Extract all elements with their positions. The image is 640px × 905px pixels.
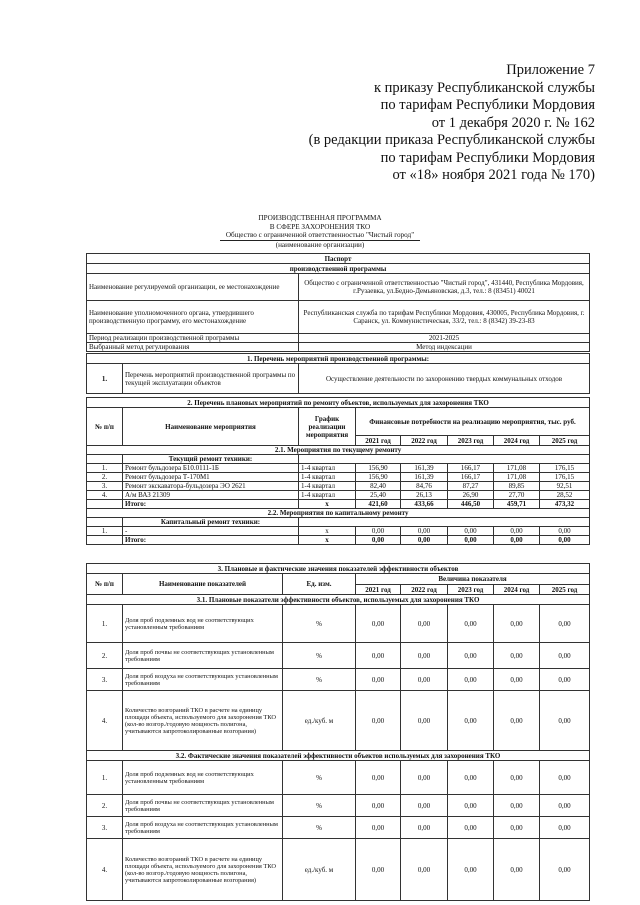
total-value: 0,00 — [494, 536, 540, 545]
activity-schedule: 1-4 квартал — [299, 482, 356, 491]
passport-value: Республиканская служба по тарифам Республики Мордовия, 430005, Республика Мордовия, г. Саранск, ул. Коммунистическая, 33/2, тел.: 8 (8342) 39-23-83 — [299, 301, 590, 334]
value-cell: 0,00 — [494, 795, 540, 817]
row-number: 3. — [87, 482, 123, 491]
value-cell: 0,00 — [494, 839, 540, 901]
value-cell: 161,39 — [401, 464, 448, 473]
value-cell: 0,00 — [401, 643, 448, 669]
section1-label: Перечень мероприятий производственной программы по текущей эксплуатации объектов — [123, 364, 299, 394]
value-cell: 0,00 — [356, 691, 401, 751]
value-cell: 0,00 — [494, 643, 540, 669]
value-cell: 0,00 — [540, 795, 590, 817]
value-cell: 0,00 — [540, 761, 590, 795]
section3-title: 3. Плановые и фактические значения показателей эффективности объектов — [87, 564, 590, 574]
year-header: 2024 год — [494, 585, 540, 595]
row-number: 1. — [87, 464, 123, 473]
row-number: 1. — [87, 527, 123, 536]
row-number: 4. — [87, 491, 123, 500]
activity-schedule: 1-4 квартал — [299, 464, 356, 473]
indicator-unit: % — [283, 817, 356, 839]
row-number: 1. — [87, 761, 123, 795]
indicator-unit: % — [283, 795, 356, 817]
passport-label: Наименование регулируемой организации, ее местонахождение — [87, 274, 299, 301]
value-cell: 0,00 — [401, 795, 448, 817]
total-value: 0,00 — [448, 536, 494, 545]
year-header: 2022 год — [401, 585, 448, 595]
value-cell: 156,90 — [356, 464, 401, 473]
value-cell: 25,40 — [356, 491, 401, 500]
indicator-name: Доля проб почвы не соответствующих установленным требованиям — [123, 795, 283, 817]
value-cell: 0,00 — [448, 643, 494, 669]
year-header: 2024 год — [494, 436, 540, 446]
organization-caption: (наименование организации) — [275, 240, 365, 249]
value-cell: 0,00 — [356, 795, 401, 817]
value-cell: 0,00 — [540, 669, 590, 691]
value-cell: 0,00 — [401, 691, 448, 751]
row-number: 3. — [87, 669, 123, 691]
indicator-name: Доля проб подземных вод не соответствующих установленным требованиям — [123, 605, 283, 643]
passport-label: Выбранный метод регулирования — [87, 343, 299, 352]
appendix-line: от «18» ноября 2021 года № 170) — [392, 167, 595, 183]
passport-label: Период реализации производственной программы — [87, 334, 299, 343]
subsection-title: 2.2. Мероприятия по капитальному ремонту — [87, 509, 590, 518]
value-cell: 0,00 — [401, 761, 448, 795]
value-cell: 171,08 — [494, 473, 540, 482]
year-header: 2023 год — [448, 585, 494, 595]
group-title: Текущий ремонт техники: — [123, 455, 299, 464]
value-cell: 28,52 — [540, 491, 590, 500]
activity-name: Ремонт бульдозера Б10.0111-1Б — [123, 464, 299, 473]
col-number-header: № п/п — [87, 408, 123, 446]
value-cell: 0,00 — [540, 839, 590, 901]
activity-schedule: 1-4 квартал — [299, 473, 356, 482]
year-header: 2021 год — [356, 436, 401, 446]
activity-schedule: 1-4 квартал — [299, 491, 356, 500]
value-cell: 0,00 — [540, 817, 590, 839]
col-schedule-header: График реализации мероприятия — [299, 408, 356, 446]
value-cell: 0,00 — [448, 691, 494, 751]
appendix-line: к приказу Республиканской службы — [373, 79, 595, 96]
section2-table — [86, 397, 590, 545]
section1-value: Осуществление деятельности по захоронению твердых коммунальных отходов — [299, 364, 590, 394]
value-cell: 0,00 — [494, 605, 540, 643]
indicator-name: Доля проб подземных вод не соответствующих установленным требованиям — [123, 761, 283, 795]
value-cell: 0,00 — [494, 691, 540, 751]
total-value: 421,60 — [356, 500, 401, 509]
indicator-unit: % — [283, 605, 356, 643]
row-number: 2. — [87, 795, 123, 817]
value-cell: 0,00 — [356, 669, 401, 691]
value-cell: 0,00 — [448, 839, 494, 901]
value-cell: 87,27 — [448, 482, 494, 491]
passport-value: Метод индексации — [299, 343, 590, 352]
total-value: 459,71 — [494, 500, 540, 509]
total-label: Итого: — [123, 500, 299, 509]
row-number: 4. — [87, 691, 123, 751]
value-cell: 166,17 — [448, 473, 494, 482]
col-value-header: Величина показателя — [356, 574, 590, 585]
passport-value: 2021-2025 — [299, 334, 590, 343]
row-number: 1. — [87, 364, 123, 394]
section3-table — [86, 563, 590, 901]
appendix-line: Приложение 7 — [506, 62, 595, 78]
total-value: 446,50 — [448, 500, 494, 509]
col-name-header: Наименование мероприятия — [123, 408, 299, 446]
row-number: 2. — [87, 643, 123, 669]
value-cell: 0,00 — [448, 817, 494, 839]
total-value: 0,00 — [540, 536, 590, 545]
year-header: 2023 год — [448, 436, 494, 446]
value-cell: 0,00 — [494, 669, 540, 691]
value-cell: 0,00 — [540, 643, 590, 669]
passport-table — [86, 253, 590, 352]
group-title: Капитальный ремонт техники: — [123, 518, 299, 527]
value-cell: 176,15 — [540, 464, 590, 473]
value-cell: 0,00 — [401, 817, 448, 839]
document-title: ПРОИЗВОДСТВЕННАЯ ПРОГРАММА — [258, 214, 382, 222]
value-cell: 0,00 — [448, 761, 494, 795]
total-value: 0,00 — [356, 536, 401, 545]
section1-table — [86, 353, 590, 394]
value-cell: 0,00 — [356, 839, 401, 901]
activity-name: - — [123, 527, 299, 536]
value-cell: 0,00 — [356, 605, 401, 643]
activity-name: Ремонт бульдозера Т-170М1 — [123, 473, 299, 482]
year-header: 2025 год — [540, 436, 590, 446]
indicator-unit: % — [283, 761, 356, 795]
indicator-name: Количество возгораний ТКО в расчете на единицу площади объекта, используемого для захоронения ТКО (кол-во возгор./годовую мощность полигона, учитываются запротоколированные возгорания) — [123, 839, 283, 901]
col-name-header: Наименование показателей — [123, 574, 283, 595]
indicator-name: Доля проб почвы не соответствующих установленным требованиям — [123, 643, 283, 669]
value-cell: 0,00 — [494, 761, 540, 795]
value-cell: 92,51 — [540, 482, 590, 491]
value-cell: 26,90 — [448, 491, 494, 500]
subsection-title: 3.2. Фактические значения показателей эффективности объектов используемых для захоронения ТКО — [87, 751, 590, 761]
organization-name: Общество с ограниченной ответственностью "Чистый город" — [220, 231, 420, 241]
document-subtitle: В СФЕРЕ ЗАХОРОНЕНИЯ ТКО — [269, 222, 371, 231]
passport-value: Общество с ограниченной ответственностью "Чистый город", 431440, Республика Мордовия, г.Рузаевка, ул.Бедно-Демьяновская, д.3, тел.: 8 (83451) 40021 — [299, 274, 590, 301]
indicator-name: Доля проб воздуха не соответствующих установленным требованиям — [123, 817, 283, 839]
value-cell: 0,00 — [356, 761, 401, 795]
document-title-block — [0, 214, 640, 249]
year-header: 2025 год — [540, 585, 590, 595]
value-cell: 0,00 — [540, 605, 590, 643]
value-cell: 0,00 — [540, 691, 590, 751]
passport-title: Паспорт — [87, 254, 590, 264]
total-value: 473,32 — [540, 500, 590, 509]
total-schedule: х — [299, 536, 356, 545]
total-value: 433,66 — [401, 500, 448, 509]
value-cell: 0,00 — [448, 669, 494, 691]
activity-name: Ремонт экскаватора-бульдозера ЭО 2621 — [123, 482, 299, 491]
value-cell: 0,00 — [401, 839, 448, 901]
value-cell: 26,13 — [401, 491, 448, 500]
section1-title: 1. Перечень мероприятий производственной программы: — [87, 354, 590, 364]
value-cell: 84,76 — [401, 482, 448, 491]
value-cell: 0,00 — [356, 817, 401, 839]
subsection-title: 3.1. Плановые показатели эффективности объектов, используемых для захоронения ТКО — [87, 595, 590, 605]
row-number: 2. — [87, 473, 123, 482]
indicator-name: Количество возгораний ТКО в расчете на единицу площади объекта, используемого для захоронения ТКО (кол-во возгор./годовую мощность полигона, учитываются запротоколированные возгорания) — [123, 691, 283, 751]
indicator-unit: ед./куб. м — [283, 691, 356, 751]
passport-subtitle: производственной программы — [87, 264, 590, 274]
appendix-line: по тарифам Республики Мордовия — [380, 97, 595, 113]
value-cell: 166,17 — [448, 464, 494, 473]
indicator-unit: % — [283, 643, 356, 669]
value-cell: 0,00 — [356, 643, 401, 669]
value-cell: 171,08 — [494, 464, 540, 473]
activity-name: А/м ВАЗ 21309 — [123, 491, 299, 500]
indicator-unit: % — [283, 669, 356, 691]
value-cell: 161,39 — [401, 473, 448, 482]
value-cell: 0,00 — [494, 527, 540, 536]
value-cell: 0,00 — [448, 527, 494, 536]
appendix-block — [265, 62, 595, 185]
total-value: 0,00 — [401, 536, 448, 545]
value-cell: 0,00 — [448, 605, 494, 643]
subsection-title: 2.1. Мероприятия по текущему ремонту — [87, 446, 590, 455]
year-header: 2022 год — [401, 436, 448, 446]
col-finance-header: Финансовые потребности на реализацию мероприятия, тыс. руб. — [356, 408, 590, 436]
row-number: 3. — [87, 817, 123, 839]
total-schedule: х — [299, 500, 356, 509]
col-number-header: № п/п — [87, 574, 123, 595]
value-cell: 0,00 — [401, 669, 448, 691]
passport-label: Наименование уполномоченного органа, утвердившего производственную программу, его местонахождение — [87, 301, 299, 334]
total-label: Итого: — [123, 536, 299, 545]
value-cell: 176,15 — [540, 473, 590, 482]
section2-title: 2. Перечень плановых мероприятий по ремонту объектов, используемых для захоронения ТКО — [87, 398, 590, 408]
indicator-unit: ед./куб. м — [283, 839, 356, 901]
value-cell: 0,00 — [540, 527, 590, 536]
value-cell: 89,85 — [494, 482, 540, 491]
indicator-name: Доля проб воздуха не соответствующих установленным требованиям — [123, 669, 283, 691]
value-cell: 0,00 — [401, 527, 448, 536]
value-cell: 27,70 — [494, 491, 540, 500]
value-cell: 0,00 — [494, 817, 540, 839]
appendix-line: (в редакции приказа Республиканской службы — [308, 132, 595, 148]
appendix-line: от 1 декабря 2020 г. № 162 — [431, 114, 595, 131]
col-unit-header: Ед. изм. — [283, 574, 356, 595]
value-cell: 0,00 — [356, 527, 401, 536]
value-cell: 0,00 — [401, 605, 448, 643]
appendix-line: по тарифам Республики Мордовия — [380, 149, 595, 166]
value-cell: 156,90 — [356, 473, 401, 482]
row-number: 1. — [87, 605, 123, 643]
value-cell: 0,00 — [448, 795, 494, 817]
value-cell: 82,40 — [356, 482, 401, 491]
activity-schedule: х — [299, 527, 356, 536]
row-number: 4. — [87, 839, 123, 901]
year-header: 2021 год — [356, 585, 401, 595]
